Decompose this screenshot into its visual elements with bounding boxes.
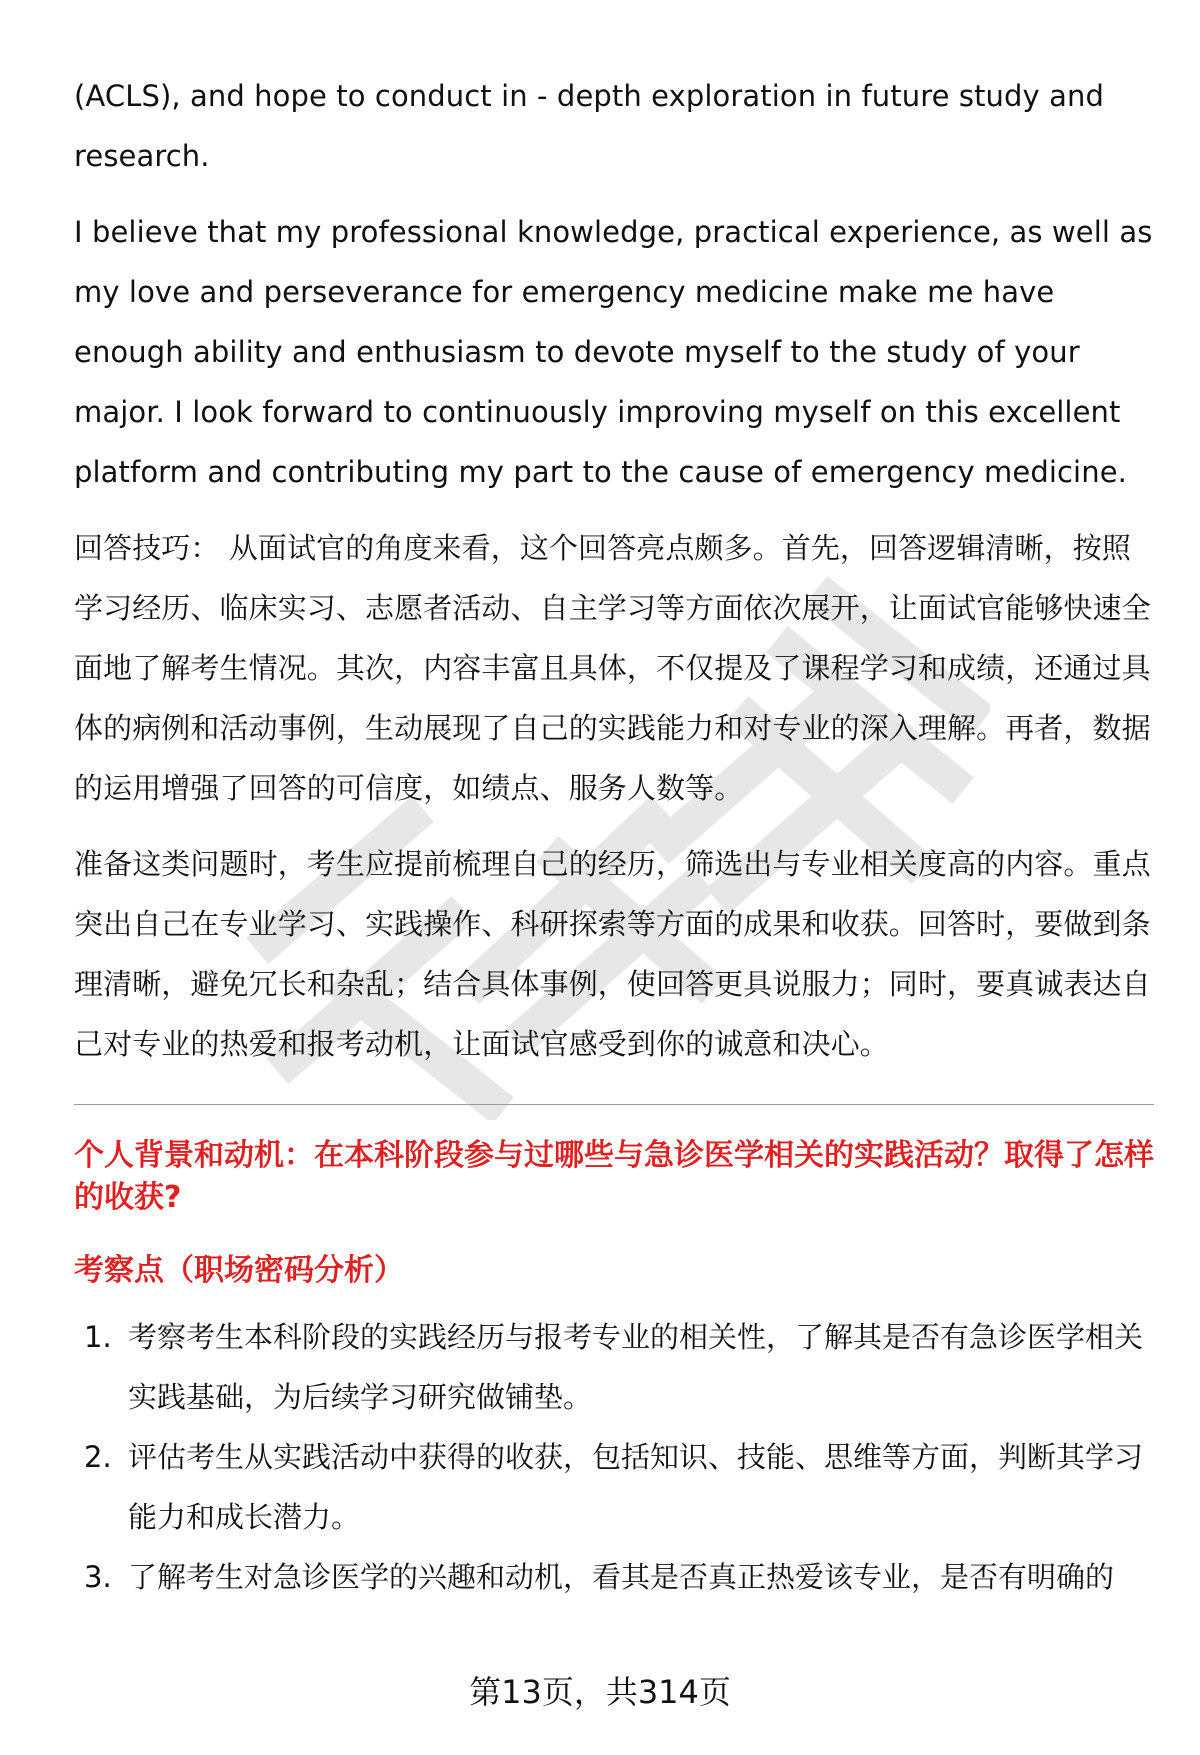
list-item: [74, 1307, 1154, 1427]
page-number-footer: 第13页，共314页: [469, 1673, 731, 1711]
list-item-text: 考察考生本科阶段的实践经历与报考专业的相关性，了解其是否有急诊医学相关实践基础，为后续学习研究做铺垫。: [128, 1320, 1144, 1414]
list-item-text: 评估考生从实践活动中获得的收获，包括知识、技能、思维等方面，判断其学习能力和成长潜力。: [128, 1440, 1144, 1534]
list-item-text: 了解考生对急诊医学的兴趣和动机，看其是否真正热爱该专业，是否有明确的: [128, 1560, 1115, 1594]
list-item: [74, 1427, 1154, 1547]
section-title-assessment-points: 考察点（职场密码分析）: [74, 1253, 404, 1288]
paragraph-conclusion: I believe that my professional knowledge, practical experience, as well as my love and perseverance for emergency medicine make me have enough ability and enthusiasm to devote myself to the study of your major. I look forward to continuously improving myself on this excellent platform and contributing my part to the cause of emergency medicine.: [74, 215, 1153, 489]
paragraph-preparation-advice: 准备这类问题时，考生应提前梳理自己的经历，筛选出与专业相关度高的内容。重点突出自己在专业学习、实践操作、科研探索等方面的成果和收获。回答时，要做到条理清晰，避免冗长和杂乱；结合具体事例，使回答更具说服力；同时，要真诚表达自己对专业的热爱和报考动机，让面试官感受到你的诚意和决心。: [74, 847, 1151, 1061]
assessment-points-list: [74, 1307, 1154, 1607]
list-item-number: 2.: [84, 1440, 112, 1474]
document-page: [74, 66, 1154, 1607]
paragraph-acls: (ACLS), and hope to conduct in - depth exploration in future study and research.: [74, 79, 1104, 173]
question-heading: 个人背景和动机：在本科阶段参与过哪些与急诊医学相关的实践活动？取得了怎样的收获?: [74, 1138, 1154, 1215]
list-item-number: 3.: [84, 1560, 112, 1594]
section-divider: [74, 1104, 1154, 1105]
paragraph-answer-tips: 回答技巧： 从面试官的角度来看，这个回答亮点颇多。首先，回答逻辑清晰，按照学习经历、临床实习、志愿者活动、自主学习等方面依次展开，让面试官能够快速全面地了解考生情况。其次，内容丰富且具体，不仅提及了课程学习和成绩，还通过具体的病例和活动事例，生动展现了自己的实践能力和对专业的深入理解。再者，数据的运用增强了回答的可信度，如绩点、服务人数等。: [74, 531, 1151, 805]
list-item-number: 1.: [84, 1320, 112, 1354]
list-item: [74, 1547, 1154, 1607]
